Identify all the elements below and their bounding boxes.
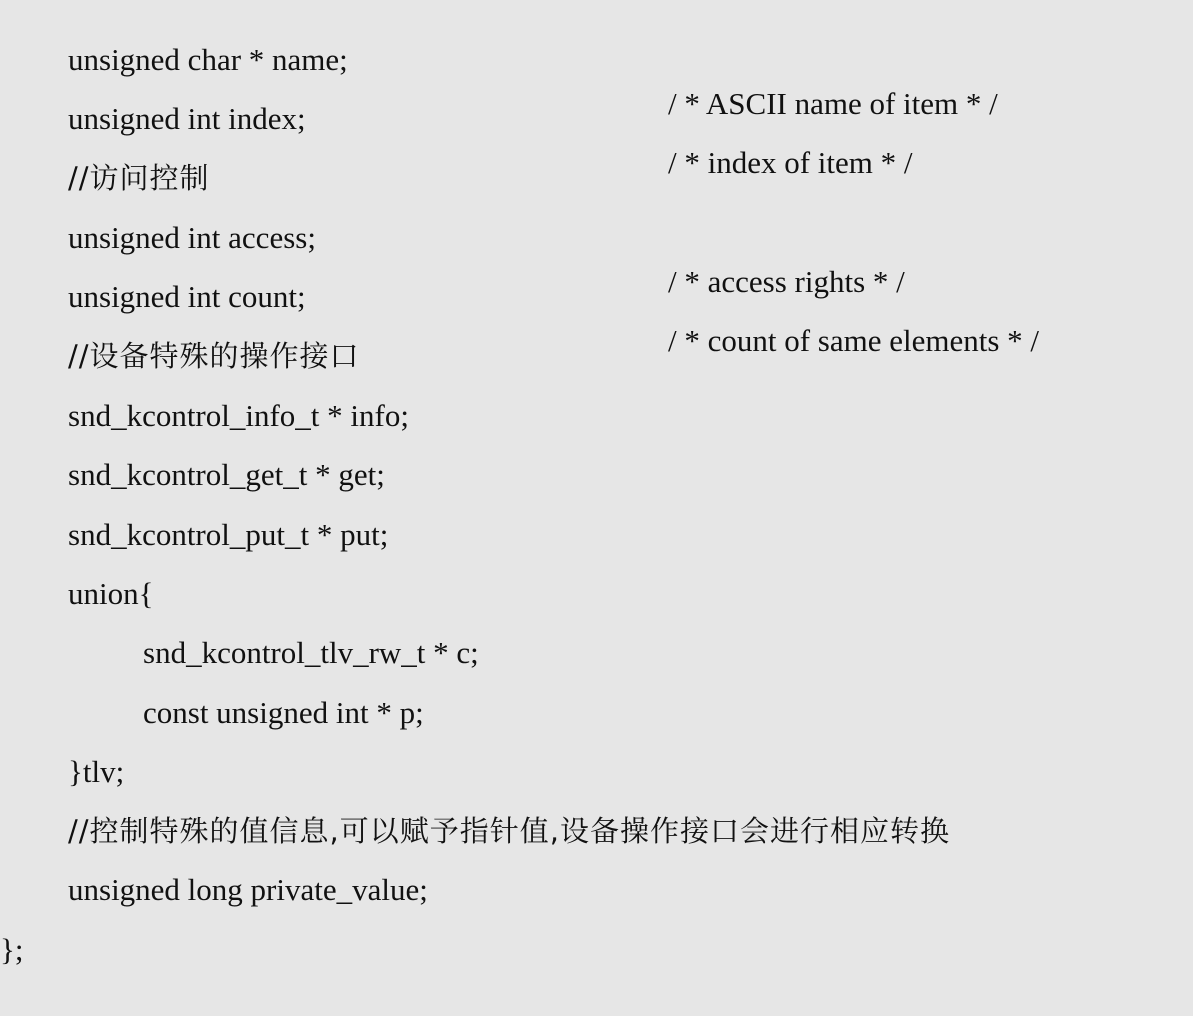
code-text: unsigned int count; — [68, 279, 306, 314]
code-line — [0, 528, 1193, 611]
code-text: unsigned long private_value; — [68, 872, 428, 907]
chinese-comment: //设备特殊的操作接口 — [68, 339, 360, 373]
code-line — [0, 884, 1193, 967]
code-line — [0, 469, 1193, 552]
code-comment: / * index of item * / — [668, 145, 913, 180]
code-line — [0, 824, 1193, 907]
code-text: const unsigned int * p; — [143, 695, 424, 730]
code-text: unsigned int access; — [68, 220, 316, 255]
code-line — [0, 350, 1193, 433]
code-line — [0, 587, 1193, 670]
code-comment: / * access rights * / — [668, 264, 905, 299]
code-text: union{ — [68, 576, 154, 611]
code-line — [0, 647, 1193, 730]
code-line — [0, 765, 1193, 848]
code-comment: / * ASCII name of item * / — [668, 86, 998, 121]
code-text: }; — [0, 932, 24, 967]
code-text: snd_kcontrol_tlv_rw_t * c; — [143, 635, 479, 670]
code-text: snd_kcontrol_put_t * put; — [68, 517, 389, 552]
code-text: unsigned int index; — [68, 101, 306, 136]
code-text: unsigned char * name; — [68, 42, 348, 77]
code-text: }tlv; — [68, 754, 125, 789]
chinese-comment: //访问控制 — [68, 161, 210, 195]
code-text: snd_kcontrol_get_t * get; — [68, 457, 385, 492]
code-comment: / * count of same elements * / — [668, 323, 1040, 358]
chinese-comment: //控制特殊的值信息,可以赋予指针值,设备操作接口会进行相应转换 — [68, 814, 950, 848]
code-line — [0, 409, 1193, 492]
code-line — [0, 706, 1193, 789]
code-text: snd_kcontrol_info_t * info; — [68, 398, 409, 433]
